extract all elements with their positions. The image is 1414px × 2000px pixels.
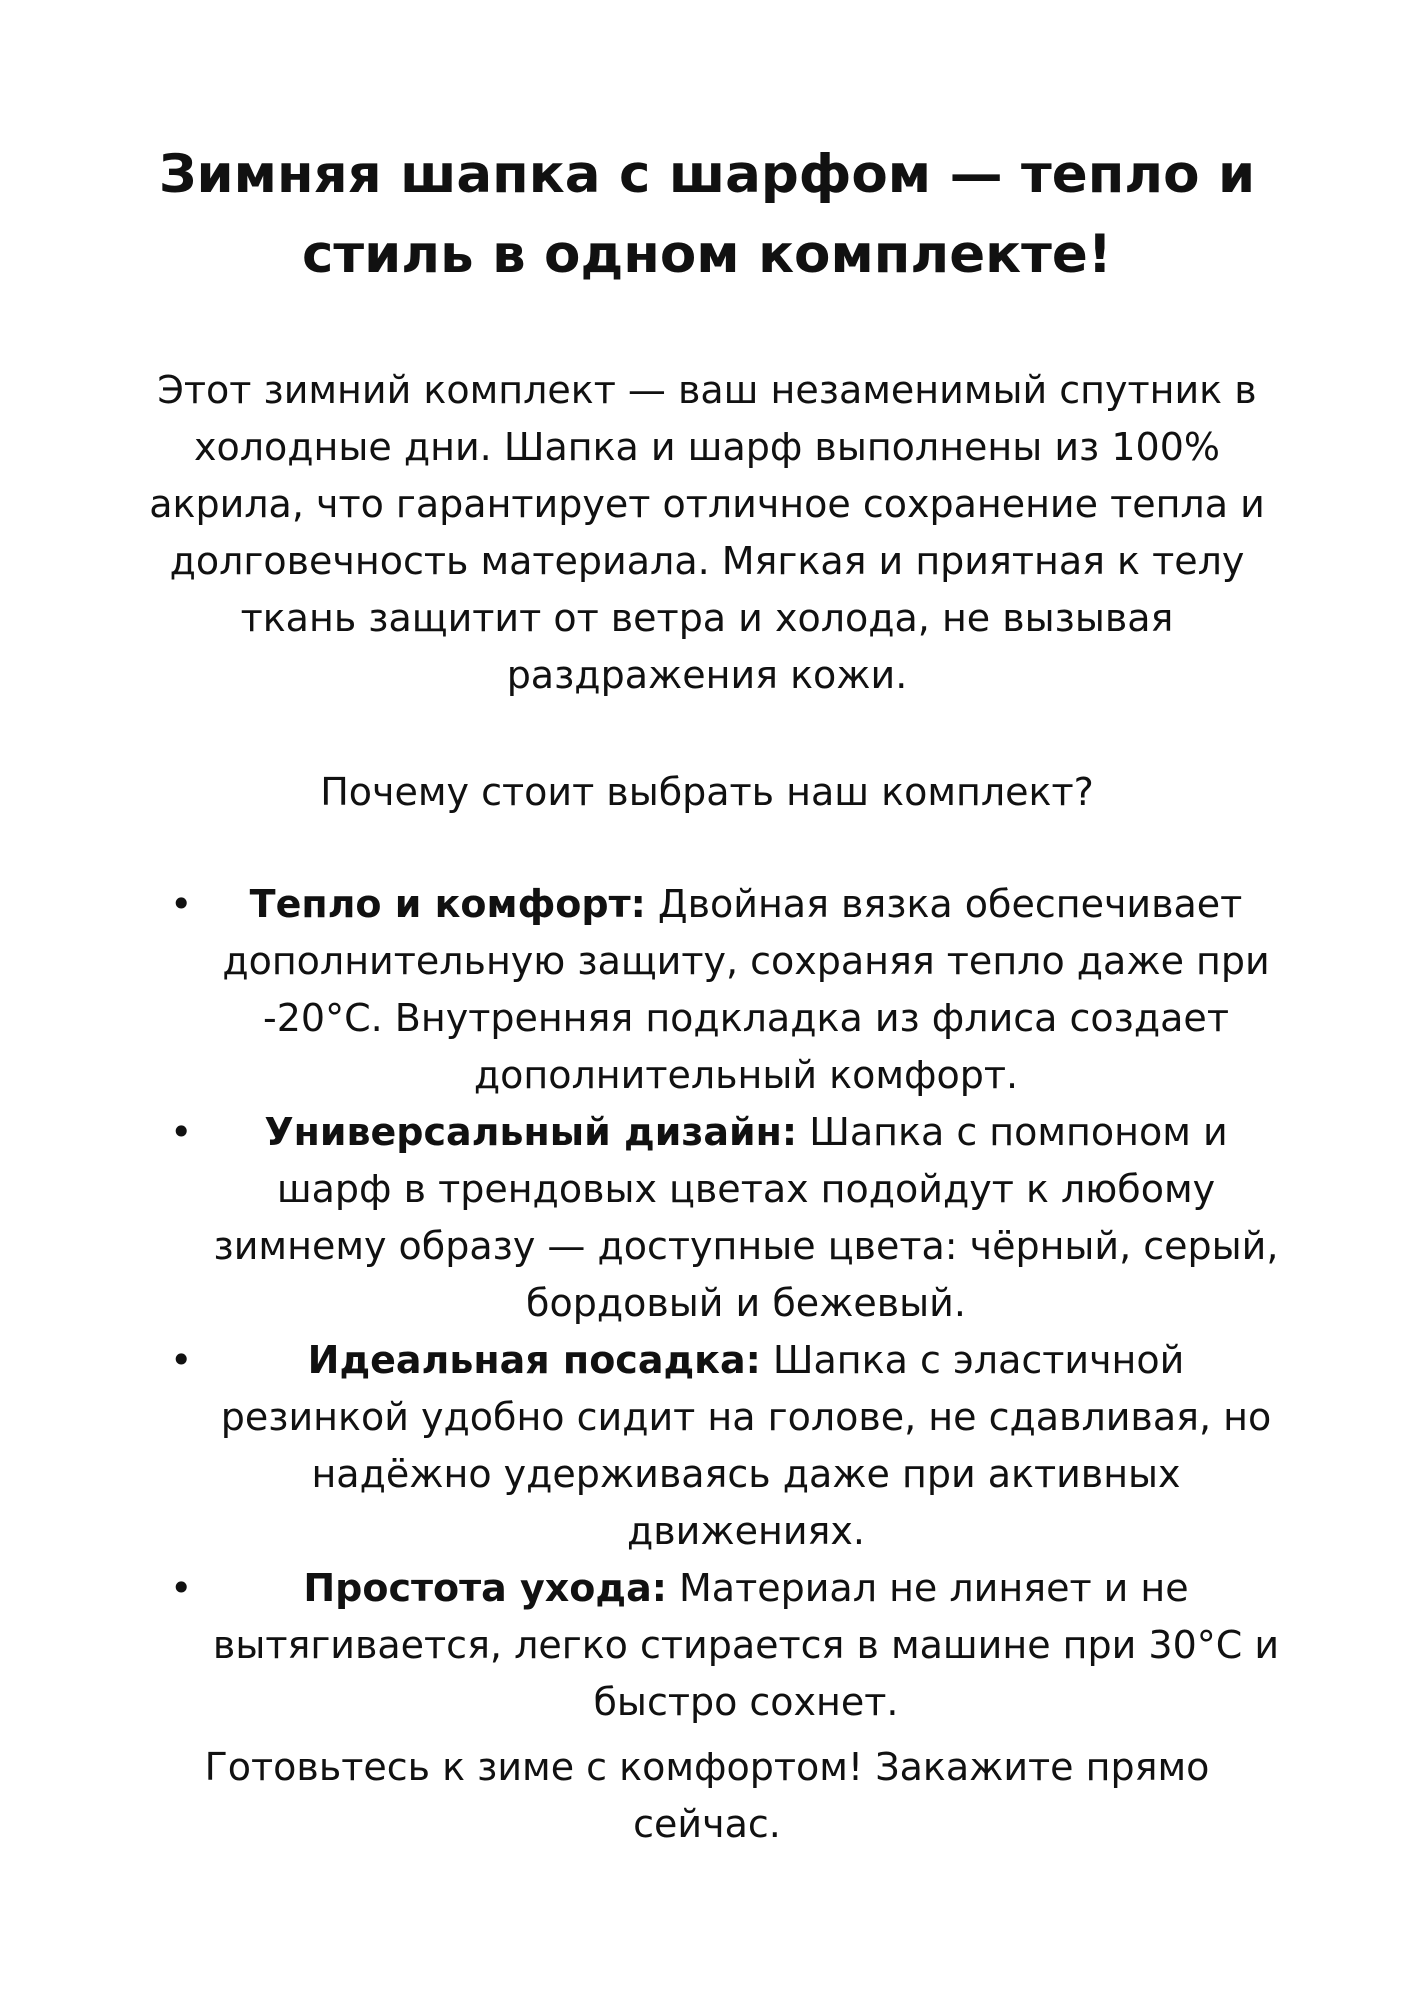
bullet-icon: • [170,1110,193,1154]
feature-title: Идеальная посадка: [307,1338,761,1382]
feature-title: Простота ухода: [303,1566,667,1610]
feature-title: Универсальный дизайн: [264,1110,798,1154]
feature-text: Шапка с помпоном и шарф в трендовых цветах подойдут к любому зимнему образу — доступные цвета: чёрный, серый, бордовый и бежевый. [213,1110,1279,1325]
page-title: Зимняя шапка с шарфом — тепло и стиль в одном комплекте! [158,144,1256,285]
bullet-icon: • [170,1566,193,1610]
bullet-icon: • [170,1338,193,1382]
feature-list [0,876,1414,1731]
intro-paragraph: Этот зимний комплект — ваш незаменимый спутник в холодные дни. Шапка и шарф выполнены из 100% акрила, что гарантирует отличное сохранение тепла и долговечность материала. Мягкая и приятная к телу ткань защитит от ветра и холода, не вызывая раздражения кожи. [149,368,1265,697]
closing-call-to-action: Готовьтесь к зиме с комфортом! Закажите прямо сейчас. [204,1745,1210,1846]
bullet-icon: • [170,882,193,926]
feature-text: Двойная вязка обеспечивает дополнительную защиту, сохраняя тепло даже при -20°C. Внутренняя подкладка из флиса создает дополнительный комфорт. [222,882,1270,1097]
feature-text: Шапка с эластичной резинкой удобно сидит на голове, не сдавливая, но надёжно удерживаясь даже при активных движениях. [220,1338,1272,1553]
feature-text: Материал не линяет и не вытягивается, легко стирается в машине при 30°C и быстро сохнет. [212,1566,1280,1724]
feature-title: Тепло и комфорт: [249,882,646,926]
features-question: Почему стоит выбрать наш комплект? [320,770,1094,814]
feature-item-fit [170,1332,1284,1560]
feature-item-warmth [170,876,1284,1104]
feature-item-care [170,1560,1284,1731]
feature-item-design [170,1104,1284,1332]
